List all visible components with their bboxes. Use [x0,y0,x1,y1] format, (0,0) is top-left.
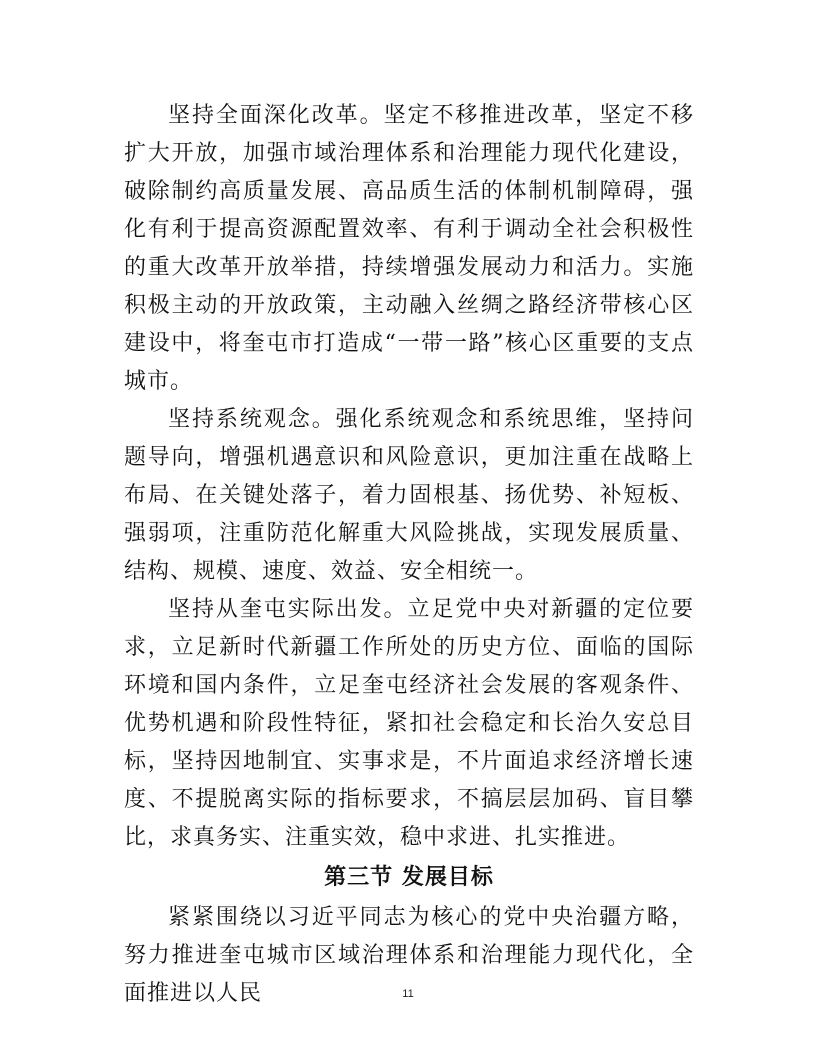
paragraph-lead: 坚持从奎屯实际出发。 [168,597,408,622]
section-heading: 第三节 发展目标 [324,865,494,890]
paragraph-local-reality [124,591,694,857]
paragraph-system-view [124,401,694,591]
paragraph-text: 立足党中央对新疆的定位要求，立足新时代新疆工作所处的历史方位、面临的国际环境和国内条件，立足奎屯经济社会发展的客观条件、优势机遇和阶段性特征，紧扣社会稳定和长治久安总目标，坚持因地制宜、实事求是，不片面追求经济增长速度、不提脱离实际的指标要求，不搞层层加码、盲目攀比，求真务实、注重实效，稳中求进、扎实推进。 [124,597,694,850]
paragraph-text: 紧紧围绕以习近平同志为核心的党中央治疆方略，努力推进奎屯城市区域治理体系和治理能力现代化，全面推进以人民 [124,905,694,1006]
paragraph-deepen-reform [124,97,694,401]
paragraph-lead: 坚持全面深化改革。 [168,103,384,128]
paragraph-text: 强化系统观念和系统思维，坚持问题导向，增强机遇意识和风险意识，更加注重在战略上布局、在关键处落子，着力固根基、扬优势、补短板、强弱项，注重防范化解重大风险挑战，实现发展质量、结构、规模、速度、效益、安全相统一。 [124,407,694,584]
paragraph-text: 坚定不移推进改革，坚定不移扩大开放，加强市域治理体系和治理能力现代化建设，破除制约高质量发展、高品质生活的体制机制障碍，强化有利于提高资源配置效率、有利于调动全社会积极性的重大改革开放举措，持续增强发展动力和活力。实施积极主动的开放政策，主动融入丝绸之路经济带核心区建设中，将奎屯市打造成“一带一路”核心区重要的支点城市。 [124,103,694,394]
body-text [124,97,694,1013]
paragraph-lead: 坚持系统观念。 [168,407,336,432]
page-number: 11 [402,988,414,1000]
